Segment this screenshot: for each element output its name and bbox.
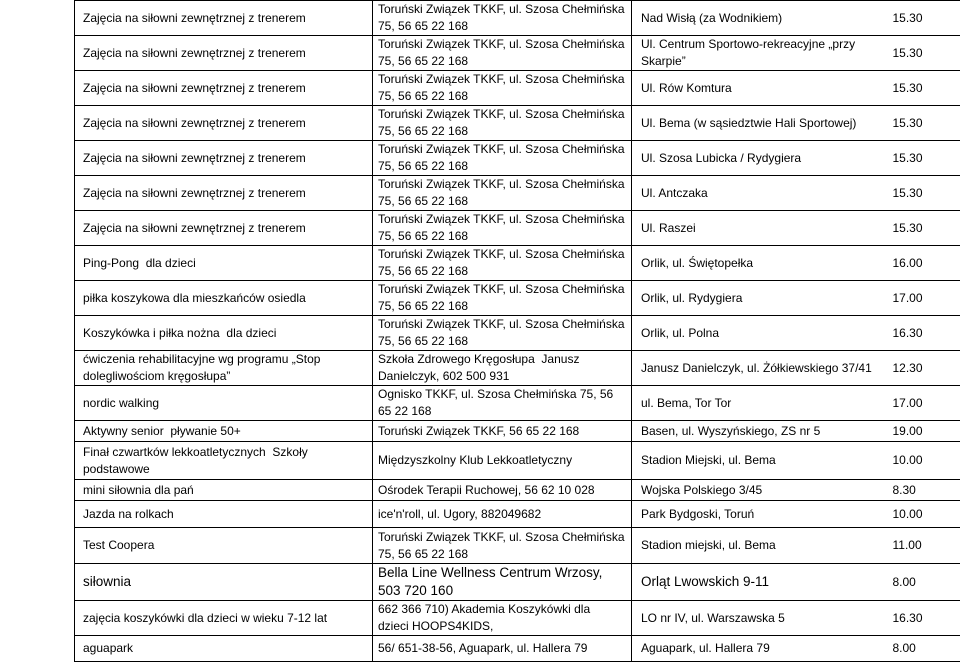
time-cell — [881, 71, 960, 106]
organizer-cell — [373, 1, 632, 36]
time-text: 19.00 — [893, 423, 959, 440]
organizer-text: dzieci HOOPS4KIDS, — [378, 618, 627, 635]
location-text: Wojska Polskiego 3/45 — [641, 482, 877, 499]
organizer-text: 75, 56 65 22 168 — [378, 228, 627, 245]
activity-text: Zajęcia na siłowni zewnętrznej z trenerem — [83, 80, 368, 97]
organizer-text: Toruński Związek TKKF, ul. Szosa Chełmińska — [378, 246, 627, 263]
activity-text: podstawowe — [83, 461, 368, 478]
table-row — [75, 480, 960, 501]
time-text: 15.30 — [893, 220, 959, 237]
time-text: 16.30 — [893, 325, 959, 342]
organizer-cell — [373, 106, 632, 141]
location-cell — [632, 564, 881, 601]
activity-text: aguapark — [83, 640, 368, 657]
activity-text: Zajęcia na siłowni zewnętrznej z trenerem — [83, 150, 368, 167]
time-text: 15.30 — [893, 45, 959, 62]
activity-text: Aktywny senior pływanie 50+ — [83, 423, 368, 440]
location-text: Orlik, ul. Rydygiera — [641, 290, 877, 307]
activity-text: Finał czwartków lekkoatletycznych Szkoły — [83, 444, 368, 461]
organizer-text: 75, 56 65 22 168 — [378, 333, 627, 350]
location-text: Ul. Raszei — [641, 220, 877, 237]
schedule-table — [74, 0, 960, 662]
organizer-cell — [373, 246, 632, 281]
organizer-text: 75, 56 65 22 168 — [378, 298, 627, 315]
time-cell — [881, 281, 960, 316]
organizer-text: 75, 56 65 22 168 — [378, 88, 627, 105]
activity-cell — [75, 501, 373, 528]
organizer-text: Ośrodek Terapii Ruchowej, 56 62 10 028 — [378, 482, 627, 499]
time-cell — [881, 106, 960, 141]
activity-cell — [75, 601, 373, 636]
table-row — [75, 421, 960, 442]
activity-cell — [75, 211, 373, 246]
organizer-text: Toruński Związek TKKF, ul. Szosa Chełmińska — [378, 71, 627, 88]
table-row — [75, 1, 960, 36]
location-cell — [632, 1, 881, 36]
activity-text: mini siłownia dla pań — [83, 482, 368, 499]
time-text: 10.00 — [893, 452, 959, 469]
organizer-text: ice'n'roll, ul. Ugory, 882049682 — [378, 506, 627, 523]
time-text: 17.00 — [893, 395, 959, 412]
time-text: 8.00 — [893, 574, 959, 591]
time-cell — [881, 421, 960, 442]
time-cell — [881, 564, 960, 601]
organizer-text: Toruński Związek TKKF, 56 65 22 168 — [378, 423, 627, 440]
organizer-cell — [373, 480, 632, 501]
table-row — [75, 564, 960, 601]
activity-cell — [75, 106, 373, 141]
location-text: Basen, ul. Wyszyńskiego, ZS nr 5 — [641, 423, 877, 440]
organizer-text: 75, 56 65 22 168 — [378, 158, 627, 175]
activity-text: siłownia — [83, 573, 368, 591]
organizer-text: 65 22 168 — [378, 403, 627, 420]
organizer-cell — [373, 36, 632, 71]
organizer-text: Toruński Związek TKKF, ul. Szosa Chełmińska — [378, 316, 627, 333]
activity-cell — [75, 386, 373, 421]
time-text: 16.00 — [893, 255, 959, 272]
location-cell — [632, 176, 881, 211]
activity-cell — [75, 176, 373, 211]
location-cell — [632, 246, 881, 281]
time-cell — [881, 316, 960, 351]
table-row — [75, 36, 960, 71]
organizer-text: Ognisko TKKF, ul. Szosa Chełmińska 75, 56 — [378, 386, 627, 403]
organizer-text: Toruński Związek TKKF, ul. Szosa Chełmińska — [378, 281, 627, 298]
time-cell — [881, 176, 960, 211]
table-row — [75, 601, 960, 636]
location-cell — [632, 480, 881, 501]
organizer-cell — [373, 442, 632, 480]
organizer-text: Toruński Związek TKKF, ul. Szosa Chełmińska — [378, 211, 627, 228]
activity-text: ćwiczenia rehabilitacyjne wg programu „Stop — [83, 351, 368, 368]
time-cell — [881, 528, 960, 564]
activity-cell — [75, 141, 373, 176]
time-cell — [881, 141, 960, 176]
activity-cell — [75, 71, 373, 106]
location-cell — [632, 351, 881, 386]
location-text: Skarpie” — [641, 53, 877, 70]
activity-cell — [75, 442, 373, 480]
organizer-cell — [373, 281, 632, 316]
location-text: Ul. Bema (w sąsiedztwie Hali Sportowej) — [641, 115, 877, 132]
time-text: 12.30 — [893, 360, 959, 377]
organizer-text: 662 366 710) Akademia Koszykówki dla — [378, 601, 627, 618]
location-cell — [632, 106, 881, 141]
organizer-text: 56/ 651-38-56, Aguapark, ul. Hallera 79 — [378, 640, 627, 657]
organizer-text: Toruński Związek TKKF, ul. Szosa Chełmińska — [378, 529, 627, 546]
time-cell — [881, 1, 960, 36]
table-row — [75, 386, 960, 421]
activity-text: Koszykówka i piłka nożna dla dzieci — [83, 325, 368, 342]
organizer-text: Toruński Związek TKKF, ul. Szosa Chełmińska — [378, 106, 627, 123]
organizer-text: 75, 56 65 22 168 — [378, 123, 627, 140]
location-text: Janusz Danielczyk, ul. Żółkiewskiego 37/41 — [641, 360, 877, 377]
activity-text: Zajęcia na siłowni zewnętrznej z trenerem — [83, 115, 368, 132]
activity-text: zajęcia koszykówki dla dzieci w wieku 7-12 lat — [83, 610, 368, 627]
location-text: Ul. Centrum Sportowo-rekreacyjne „przy — [641, 36, 877, 53]
organizer-text: Toruński Związek TKKF, ul. Szosa Chełmińska — [378, 36, 627, 53]
organizer-text: 75, 56 65 22 168 — [378, 546, 627, 563]
table-row — [75, 176, 960, 211]
table-row — [75, 71, 960, 106]
organizer-text: Międzyszkolny Klub Lekkoatletyczny — [378, 452, 627, 469]
location-text: Nad Wisłą (za Wodnikiem) — [641, 10, 877, 27]
time-text: 15.30 — [893, 115, 959, 132]
organizer-text: 75, 56 65 22 168 — [378, 193, 627, 210]
location-text: Park Bydgoski, Toruń — [641, 506, 877, 523]
activity-text: Zajęcia na siłowni zewnętrznej z trenerem — [83, 10, 368, 27]
time-text: 10.00 — [893, 506, 959, 523]
time-text: 11.00 — [893, 537, 959, 554]
location-cell — [632, 421, 881, 442]
organizer-cell — [373, 421, 632, 442]
activity-text: piłka koszykowa dla mieszkańców osiedla — [83, 290, 368, 307]
activity-text: Zajęcia na siłowni zewnętrznej z trenerem — [83, 45, 368, 62]
table-row — [75, 316, 960, 351]
location-cell — [632, 316, 881, 351]
activity-cell — [75, 480, 373, 501]
organizer-text: Toruński Związek TKKF, ul. Szosa Chełmińska — [378, 1, 627, 18]
organizer-text: Szkoła Zdrowego Kręgosłupa Janusz — [378, 351, 627, 368]
location-text: Stadion miejski, ul. Bema — [641, 537, 877, 554]
time-cell — [881, 442, 960, 480]
location-cell — [632, 442, 881, 480]
activity-cell — [75, 421, 373, 442]
organizer-cell — [373, 564, 632, 601]
location-text: LO nr IV, ul. Warszawska 5 — [641, 610, 877, 627]
organizer-cell — [373, 316, 632, 351]
table-row — [75, 246, 960, 281]
location-cell — [632, 141, 881, 176]
location-text: Ul. Rów Komtura — [641, 80, 877, 97]
table-row — [75, 281, 960, 316]
time-text: 15.30 — [893, 10, 959, 27]
time-text: 17.00 — [893, 290, 959, 307]
location-cell — [632, 211, 881, 246]
schedule-rows — [75, 1, 960, 662]
location-cell — [632, 71, 881, 106]
time-text: 16.30 — [893, 610, 959, 627]
organizer-cell — [373, 601, 632, 636]
location-cell — [632, 501, 881, 528]
location-text: Aguapark, ul. Hallera 79 — [641, 640, 877, 657]
organizer-cell — [373, 501, 632, 528]
table-row — [75, 211, 960, 246]
organizer-text: 75, 56 65 22 168 — [378, 18, 627, 35]
location-text: Stadion Miejski, ul. Bema — [641, 452, 877, 469]
activity-text: Zajęcia na siłowni zewnętrznej z trenerem — [83, 185, 368, 202]
organizer-text: Bella Line Wellness Centrum Wrzosy, — [378, 564, 627, 582]
activity-text: Ping-Pong dla dzieci — [83, 255, 368, 272]
time-cell — [881, 36, 960, 71]
organizer-text: Toruński Związek TKKF, ul. Szosa Chełmińska — [378, 141, 627, 158]
organizer-cell — [373, 71, 632, 106]
time-text: 8.30 — [893, 482, 959, 499]
activity-cell — [75, 564, 373, 601]
time-cell — [881, 501, 960, 528]
location-text: Orlik, ul. Polna — [641, 325, 877, 342]
location-text: Orlik, ul. Świętopełka — [641, 255, 877, 272]
location-cell — [632, 528, 881, 564]
organizer-cell — [373, 528, 632, 564]
location-cell — [632, 281, 881, 316]
time-text: 8.00 — [893, 640, 959, 657]
time-cell — [881, 601, 960, 636]
organizer-text: 503 720 160 — [378, 582, 627, 600]
location-text: Ul. Szosa Lubicka / Rydygiera — [641, 150, 877, 167]
organizer-text: Danielczyk, 602 500 931 — [378, 368, 627, 385]
organizer-text: Toruński Związek TKKF, ul. Szosa Chełmińska — [378, 176, 627, 193]
time-text: 15.30 — [893, 185, 959, 202]
location-cell — [632, 386, 881, 421]
activity-cell — [75, 281, 373, 316]
table-row — [75, 141, 960, 176]
location-cell — [632, 36, 881, 71]
activity-text: Jazda na rolkach — [83, 506, 368, 523]
activity-cell — [75, 246, 373, 281]
organizer-cell — [373, 386, 632, 421]
table-row — [75, 351, 960, 386]
organizer-cell — [373, 211, 632, 246]
activity-cell — [75, 528, 373, 564]
time-cell — [881, 351, 960, 386]
activity-text: nordic walking — [83, 395, 368, 412]
activity-cell — [75, 36, 373, 71]
organizer-cell — [373, 141, 632, 176]
time-cell — [881, 211, 960, 246]
location-text: Orląt Lwowskich 9-11 — [641, 573, 877, 591]
time-text: 15.30 — [893, 150, 959, 167]
organizer-cell — [373, 351, 632, 386]
time-cell — [881, 246, 960, 281]
time-cell — [881, 480, 960, 501]
table-row — [75, 442, 960, 480]
organizer-text: 75, 56 65 22 168 — [378, 53, 627, 70]
organizer-text: 75, 56 65 22 168 — [378, 263, 627, 280]
activity-cell — [75, 1, 373, 36]
activity-text: Zajęcia na siłowni zewnętrznej z trenerem — [83, 220, 368, 237]
location-text: Ul. Antczaka — [641, 185, 877, 202]
table-row — [75, 501, 960, 528]
activity-text: Test Coopera — [83, 537, 368, 554]
activity-cell — [75, 351, 373, 386]
activity-text: dolegliwościom kręgosłupa” — [83, 368, 368, 385]
table-row — [75, 106, 960, 141]
time-text: 15.30 — [893, 80, 959, 97]
location-text: ul. Bema, Tor Tor — [641, 395, 877, 412]
activity-cell — [75, 316, 373, 351]
location-cell — [632, 601, 881, 636]
organizer-cell — [373, 176, 632, 211]
table-row — [75, 528, 960, 564]
time-cell — [881, 386, 960, 421]
